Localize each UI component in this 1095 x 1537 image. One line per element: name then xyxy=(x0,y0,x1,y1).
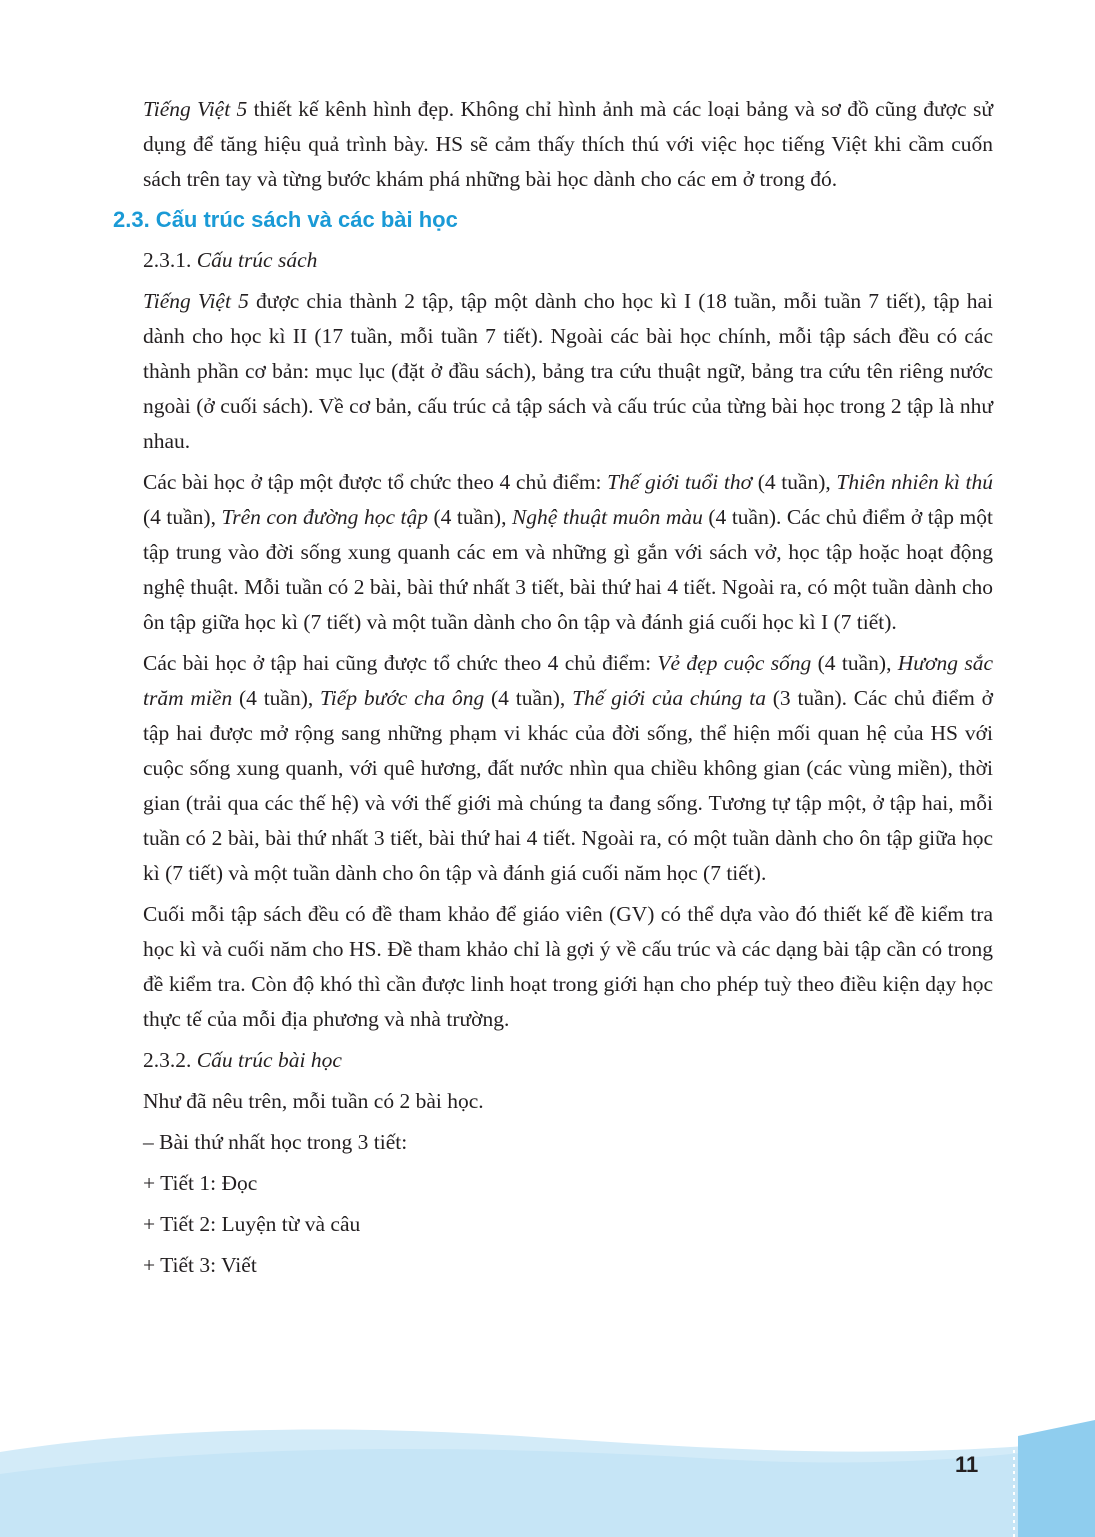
paragraph-lessons-per-week: Như đã nêu trên, mỗi tuần có 2 bài học. xyxy=(143,1089,484,1113)
page-number: 11 xyxy=(955,1452,979,1477)
paragraph-volume-one-themes: Các bài học ở tập một được tổ chức theo 4 chủ điểm: Thế giới tuổi thơ (4 tuần), Thiên nhiên kì thú (4 tuần), Trên con đường học tập (4 tuần), Nghệ thuật muôn màu (4 tuần). Các chủ điểm ở tập một tập trung vào đời sống xung quanh các em và những gì gắn với sách vở, học tập hoặc hoạt động nghệ thuật. Mỗi tuần có 2 bài, bài thứ nhất 3 tiết, bài thứ hai 4 tiết. Ngoài ra, có một tuần dành cho ôn tập giữa học kì (7 tiết) và một tuần dành cho ôn tập và đánh giá cuối học kì I (7 tiết). xyxy=(143,470,993,634)
theme-name: Tiếp bước cha ông xyxy=(320,686,485,710)
theme-name: Vẻ đẹp cuộc sống xyxy=(657,651,812,675)
book-title: Tiếng Việt 5 xyxy=(143,289,249,313)
theme-name: Thế giới tuổi thơ xyxy=(607,470,753,494)
theme-name: Thế giới của chúng ta xyxy=(572,686,766,710)
section-heading: 2.3. Cấu trúc sách và các bài học xyxy=(113,207,458,232)
main-content xyxy=(113,92,994,1289)
subsection-heading-lesson-structure: 2.3.2. Cấu trúc bài học xyxy=(143,1048,342,1072)
paragraph-volumes: Tiếng Việt 5 được chia thành 2 tập, tập một dành cho học kì I (18 tuần, mỗi tuần 7 tiết), tập hai dành cho học kì II (17 tuần, mỗi tuần 7 tiết). Ngoài các bài học chính, mỗi tập sách đều có các thành phần cơ bản: mục lục (đặt ở đầu sách), bảng tra cứu thuật ngữ, bảng tra cứu tên riêng nước ngoài (ở cuối sách). Về cơ bản, cấu trúc cả tập sách và cấu trúc của từng bài học trong 2 tập là như nhau. xyxy=(143,289,993,453)
theme-name: Hương sắc trăm miền xyxy=(143,651,994,710)
book-title: Tiếng Việt 5 xyxy=(143,97,248,121)
paragraph-reference-tests: Cuối mỗi tập sách đều có đề tham khảo để giáo viên (GV) có thể dựa vào đó thiết kế đề kiểm tra học kì và cuối năm cho HS. Đề tham khảo chỉ là gợi ý về cấu trúc và các dạng bài tập cần có trong đề kiểm tra. Còn độ khó thì cần được linh hoạt trong giới hạn cho phép tuỳ theo điều kiện dạy học thực tế của mỗi địa phương và nhà trường. xyxy=(143,902,993,1031)
subsection-heading-structure: 2.3.1. Cấu trúc sách xyxy=(143,248,318,272)
list-item: + Tiết 2: Luyện từ và câu xyxy=(143,1212,361,1236)
theme-name: Thiên nhiên kì thú xyxy=(836,470,993,494)
list-item: + Tiết 3: Viết xyxy=(143,1253,257,1277)
list-item: + Tiết 1: Đọc xyxy=(143,1171,258,1195)
intro-paragraph: Tiếng Việt 5 thiết kế kênh hình đẹp. Không chỉ hình ảnh mà các loại bảng và sơ đồ cũng được sử dụng để tăng hiệu quả trình bày. HS sẽ cảm thấy thích thú với việc học tiếng Việt khi cầm cuốn sách trên tay và từng bước khám phá những bài học dành cho các em ở trong đó. xyxy=(143,97,993,191)
list-item: – Bài thứ nhất học trong 3 tiết: xyxy=(143,1130,408,1154)
theme-name: Trên con đường học tập xyxy=(221,505,428,529)
paragraph-volume-two-themes: Các bài học ở tập hai cũng được tổ chức theo 4 chủ điểm: Vẻ đẹp cuộc sống (4 tuần), Hương sắc trăm miền (4 tuần), Tiếp bước cha ông (4 tuần), Thế giới của chúng ta (3 tuần). Các chủ điểm ở tập hai được mở rộng sang những phạm vi khác của đời sống, thể hiện mối quan hệ của HS với cuộc sống xung quanh, với quê hương, đất nước nhìn qua chiều không gian (các vùng miền), thời gian (trải qua các thế hệ) và với thế giới mà chúng ta đang sống. Tương tự tập một, ở tập hai, mỗi tuần có 2 bài, bài thứ nhất 3 tiết, bài thứ hai 4 tiết. Ngoài ra, có một tuần dành cho ôn tập giữa học kì (7 tiết) và một tuần dành cho ôn tập và đánh giá cuối năm học (7 tiết). xyxy=(143,651,994,885)
theme-name: Nghệ thuật muôn màu xyxy=(511,505,703,529)
